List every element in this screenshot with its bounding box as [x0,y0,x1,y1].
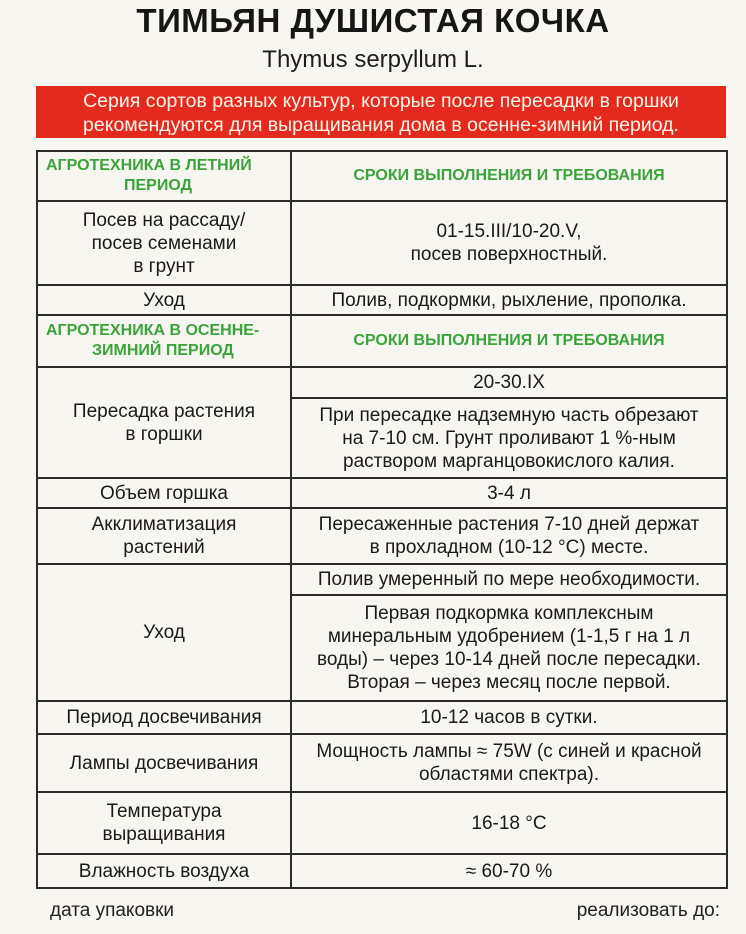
care-winter-line4: Вторая – через месяц после первой. [347,672,671,693]
temperature-label [37,792,291,854]
summer-header-left [37,151,291,201]
temperature-label-line1: Температура [106,801,222,822]
transplant-value-line2: на 7-10 см. Грунт проливают 1 %-ным [342,427,676,449]
lamps-value-line1: Мощность лампы ≈ 75W (с синей и красной [316,741,702,762]
temperature-value: 16-18 °С [291,792,727,854]
transplant-date: 20-30.IX [291,367,727,398]
acclimatization-value [291,508,727,564]
winter-header-left [37,315,291,367]
latin-name: Thymus serpyllum L. [262,46,484,73]
table-row [37,367,727,398]
acclimatization-value-line1: Пересаженные растения 7-10 дней держат [318,514,700,535]
lamps-label: Лампы досвечивания [37,734,291,792]
care-winter-line1: Первая подкормка комплексным [364,603,654,624]
sowing-value-line2: посев поверхностный. [410,244,608,265]
lamps-value [291,734,727,792]
summer-header-right: СРОКИ ВЫПОЛНЕНИЯ И ТРЕБОВАНИЯ [291,151,727,201]
care-winter-feeding [291,595,727,701]
care-summer-value: Полив, подкормки, рыхление, прополка. [291,285,727,315]
banner-line-2: рекомендуются для выращивания дома в осенне-зимний период. [83,114,679,136]
transplant-label-line1: Пересадка растения [72,400,256,422]
table-row [37,478,727,508]
transplant-value-line3: раствором марганцовокислого калия. [343,450,675,472]
pack-date-label: дата упаковки [50,900,175,921]
table-row [37,564,727,595]
winter-header-line2: ЗИМНИЙ ПЕРИОД [92,342,234,359]
lamps-value-line2: областями спектра). [418,764,600,785]
sowing-label-line1: Посев на рассаду/ [82,209,246,231]
table-row [37,151,727,201]
winter-header-line1: АГРОТЕХНИКА В ОСЕННЕ- [46,322,260,339]
transplant-label [37,367,291,478]
summer-header-line1: АГРОТЕХНИКА В ЛЕТНИЙ [46,157,252,174]
winter-header-right: СРОКИ ВЫПОЛНЕНИЯ И ТРЕБОВАНИЯ [291,315,727,367]
summer-header-line2: ПЕРИОД [124,177,192,194]
care-winter-line3: воды) – через 10-14 дней после пересадки. [317,649,701,670]
sowing-label [37,201,291,285]
sowing-label-line2: посев семенами [91,232,237,254]
agrotechnics-table [36,150,728,889]
transplant-label-line2: в горшки [125,423,203,445]
table-row [37,792,727,854]
humidity-label: Влажность воздуха [37,854,291,888]
acclimatization-value-line2: в прохладном (10-12 °С) месте. [369,537,649,558]
supplemental-period-value: 10-12 часов в сутки. [291,701,727,734]
acclimatization-label-line1: Акклиматизация [91,514,237,535]
care-winter-label: Уход [37,564,291,701]
pot-volume-label: Объем горшка [37,478,291,508]
table-row [37,701,727,734]
humidity-value: ≈ 60-70 % [291,854,727,888]
transplant-value-line1: При пересадке надземную часть обрезают [319,404,699,426]
sell-by-label: реализовать до: [576,900,720,921]
table-row [37,285,727,315]
care-winter-line2: минеральным удобрением (1-1,5 г на 1 л [327,626,691,647]
sowing-value-line1: 01-15.III/10-20.V, [436,221,582,242]
care-summer-label: Уход [37,285,291,315]
care-winter-watering: Полив умеренный по мере необходимости. [291,564,727,595]
banner-line-1: Серия сортов разных культур, которые после пересадки в горшки [83,90,679,112]
sowing-label-line3: в грунт [133,255,195,277]
pot-volume-value: 3-4 л [291,478,727,508]
table-row [37,315,727,367]
transplant-value [291,398,727,478]
acclimatization-label [37,508,291,564]
supplemental-period-label: Период досвечивания [37,701,291,734]
acclimatization-label-line2: растений [123,537,205,558]
temperature-label-line2: выращивания [102,824,226,845]
series-banner [36,86,726,138]
table-row [37,508,727,564]
product-title: ТИМЬЯН ДУШИСТАЯ КОЧКА [136,2,610,39]
table-row [37,734,727,792]
sowing-value [291,201,727,285]
table-row [37,854,727,888]
table-row [37,201,727,285]
